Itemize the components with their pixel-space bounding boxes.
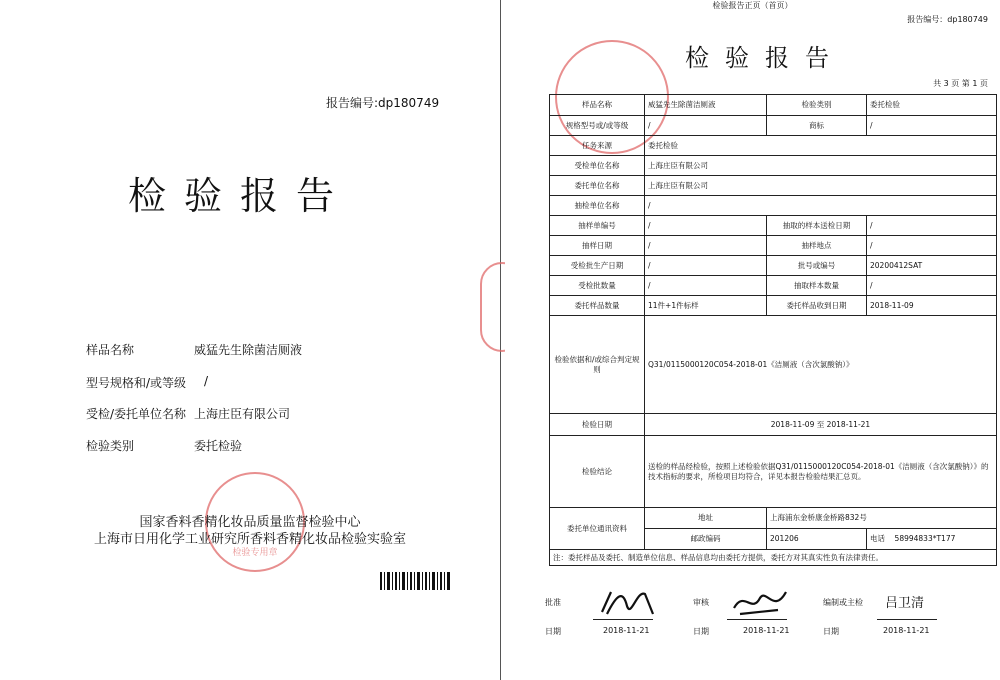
table-row (550, 296, 997, 316)
field-value: 上海庄臣有限公司 (194, 407, 291, 421)
cell-label: 检验类别 (767, 95, 867, 116)
cell-label: 抽样日期 (550, 236, 645, 256)
sig-line (877, 619, 937, 620)
cell-value: 委托检验 (645, 136, 997, 156)
table-row (550, 508, 997, 529)
cell-label: 批号或编号 (767, 256, 867, 276)
cell-value: 201206 (767, 529, 867, 550)
table-note: 注：委托样品及委托、制造单位信息、样品信息均由委托方提供，委托方对其真实性负有法律责任。 (550, 550, 997, 566)
cell-label: 规格型号或/或等级 (550, 116, 645, 136)
table-row (550, 176, 997, 196)
date-label: 日期 (545, 627, 561, 636)
editor-name: 吕卫清 (885, 596, 925, 611)
cell-label: 检验结论 (550, 436, 645, 508)
cell-label: 检验日期 (550, 414, 645, 436)
table-row (550, 276, 997, 296)
cell-value: / (867, 236, 997, 256)
cell-value: 11件+1件标样 (645, 296, 767, 316)
field-label: 样品名称 (86, 343, 135, 357)
cell-label: 地址 (645, 508, 767, 529)
cell-value (867, 529, 997, 550)
cell-value: / (867, 216, 997, 236)
phone-value: 58994833*T177 (894, 534, 956, 543)
cell-label: 抽取样本数量 (767, 276, 867, 296)
cell-label: 抽检单位名称 (550, 196, 645, 216)
cell-value: / (645, 196, 997, 216)
table-row (550, 256, 997, 276)
table-row (550, 95, 997, 116)
stamp-text: 检验专用章 (232, 547, 278, 558)
approve-date: 2018-11-21 (603, 626, 650, 635)
cell-value: 20200412SAT (867, 256, 997, 276)
field-label: 受检/委托单位名称 (86, 407, 187, 421)
cell-label: 委托单位名称 (550, 176, 645, 196)
barcode-icon (380, 572, 450, 590)
cell-label: 委托单位通讯资料 (550, 508, 645, 550)
cover-field-sample-name (86, 341, 303, 358)
table-row (550, 316, 997, 414)
cover-field-inspect-type (86, 437, 243, 454)
cell-value: / (645, 116, 767, 136)
review-label: 审核 (693, 598, 709, 607)
cell-value: 2018-11-09 (867, 296, 997, 316)
table-row (550, 414, 997, 436)
field-label: 型号规格和/或等级 (86, 376, 187, 390)
cell-label: 受检批生产日期 (550, 256, 645, 276)
cell-value: / (867, 276, 997, 296)
field-value: / (204, 374, 209, 388)
cell-label: 委托样品数量 (550, 296, 645, 316)
cover-org-line1: 国家香料香精化妆品质量监督检验中心 (139, 515, 361, 530)
approve-signature-icon (597, 584, 657, 620)
editor-label: 编制或主检 (823, 598, 863, 607)
table-row (550, 196, 997, 216)
approve-label: 批准 (545, 598, 561, 607)
sig-line (593, 619, 653, 620)
cover-report-number: 报告编号:dp180749 (326, 96, 440, 110)
table-row (550, 116, 997, 136)
field-value: 威猛先生除菌洁厕液 (194, 343, 303, 357)
cell-value: / (645, 216, 767, 236)
editor-date: 2018-11-21 (883, 626, 930, 635)
phone-label: 电话 (870, 534, 885, 543)
cell-label: 受检单位名称 (550, 156, 645, 176)
report-page (505, 0, 1000, 680)
cell-value: Q31/0115000120C054-2018-01《洁厕液（含次氯酸钠）》 (645, 316, 997, 414)
cell-value: 委托检验 (867, 95, 997, 116)
cell-label: 抽样地点 (767, 236, 867, 256)
field-value: 委托检验 (194, 439, 243, 453)
cover-title: 检验报告 (128, 174, 353, 218)
cell-label: 商标 (767, 116, 867, 136)
date-label: 日期 (823, 627, 839, 636)
table-row (550, 136, 997, 156)
cell-label: 受检批数量 (550, 276, 645, 296)
cell-label: 抽样单编号 (550, 216, 645, 236)
cell-value: / (645, 236, 767, 256)
cell-value: / (645, 256, 767, 276)
page-info: 共 3 页 第 1 页 (933, 79, 988, 88)
cell-value: / (867, 116, 997, 136)
date-label: 日期 (693, 627, 709, 636)
cell-label: 检验依据和/或综合判定规则 (550, 316, 645, 414)
table-row (550, 550, 997, 566)
cell-value: / (645, 276, 767, 296)
cell-label: 邮政编码 (645, 529, 767, 550)
cell-label: 抽取的样本送检日期 (767, 216, 867, 236)
cell-value: 上海庄臣有限公司 (645, 176, 997, 196)
cover-org-line2: 上海市日用化学工业研究所香料香精化妆品检验实验室 (93, 532, 406, 547)
cell-value: 上海庄臣有限公司 (645, 156, 997, 176)
table-row (550, 216, 997, 236)
table-row (550, 236, 997, 256)
review-date: 2018-11-21 (743, 626, 790, 635)
cell-label: 任务来源 (550, 136, 645, 156)
cell-label: 样品名称 (550, 95, 645, 116)
cover-field-spec (86, 374, 209, 391)
cover-field-unit (86, 405, 291, 422)
sig-line (727, 619, 787, 620)
cell-value: 2018-11-09 至 2018-11-21 (645, 414, 997, 436)
field-label: 检验类别 (86, 439, 135, 453)
cell-value: 威猛先生除菌洁厕液 (645, 95, 767, 116)
cell-label: 委托样品收到日期 (767, 296, 867, 316)
table-row (550, 436, 997, 508)
report-number: 报告编号：dp180749 (907, 15, 988, 24)
cell-value: 上海浦东金桥康金桥路832号 (767, 508, 997, 529)
review-signature-icon (730, 584, 790, 620)
report-header: 检验报告正页（首页） (712, 1, 793, 10)
report-title: 检验报告 (685, 44, 845, 72)
report-table (549, 94, 997, 566)
table-row (550, 156, 997, 176)
cell-value: 送检的样品经检验，按照上述检验依据Q31/0115000120C054-2018-01《洁厕液（含次氯酸钠）》的技术指标的要求，所检项目均符合，详见本报告检验结果汇总页。 (645, 436, 997, 508)
